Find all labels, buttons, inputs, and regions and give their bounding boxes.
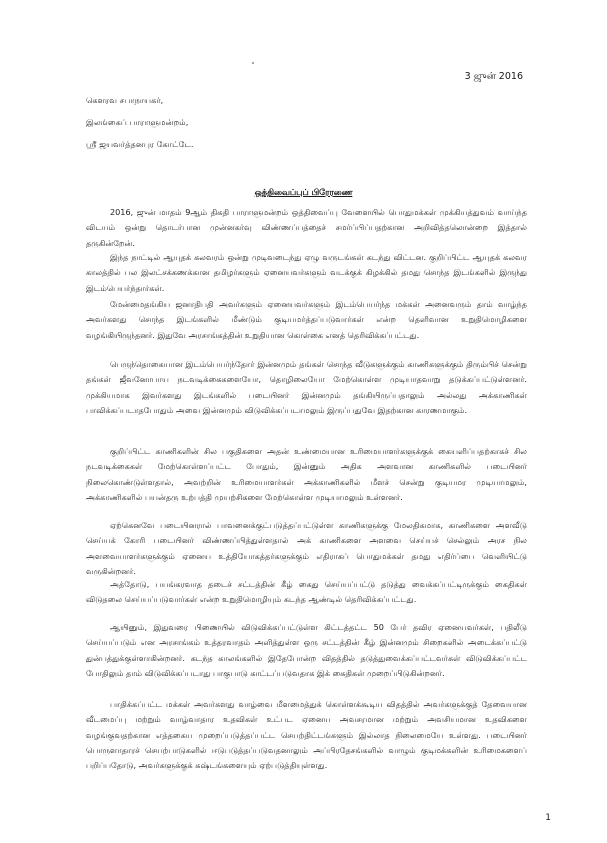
page-number: 1 (545, 813, 551, 823)
letter-date: 3 ஜுன் 2016 (464, 71, 523, 82)
paragraph-2: இந்த நாட்டில் ஆயுதக் கலவரம் ஒன்று முடிவடைந்து ஏழு வருடங்கள் கடந்து விட்டன. குறிப்பிட்ட ஆயுதக் கலவர காலத்தில் பல இலட்சக்கணக்கான தமிழர்களும் ஏனையவர்களும் வடக்குக் கிழக்கில் தமது சொந்த இடங்களில் இருந்து இடம்பெயர்ந்தார்கள். (86, 252, 527, 293)
paragraph-7: அத்தோடு, பயங்கரவாத தடைச் சட்டத்தின் கீழ் கைது செய்யப்பட்டு தடுத்து வைக்கப்பட்டிருக்கும் கைதிகள் விடுதலை செய்யப்படுவார்கள் என்ற உறுதிமொழியும் கடந்த ஆண்டில் தெரிவிக்கப்பட்டது. (86, 579, 527, 605)
addressee-line-1: கௌரவ சபாநாயகர், (86, 95, 164, 105)
paragraph-5: குறிப்பிட்ட காணிகளின் சில பகுதிகளை அதன் உண்மையான உரிமையாளர்களுக்குக் கையளிப்பதற்காகச் சில நடவடிக்கைகள் மேற்கொள்ளப்பட்ட போதும், இன்னும் அதிக அளவான காணிகளில் படையினர் நிலைகொண்டுள்ளதால், அவற்றின் உரிமையாளர்கள் அக்காணிகளில் மீளச் சென்று குடியமர முடியாமலும், அக்காணிகளில் பயன்தரு உற்பத்தி முயற்சிகளை மேற்கொள்ள முடியாமலும் உள்ளனர். (86, 446, 527, 502)
addressee-line-2: இலங்கைப் பாராளுமன்றம், (86, 117, 189, 127)
paragraph-9: பாதிக்கப்பட்ட மக்கள் அவர்களது வாழ்வை மீளமைத்துக் கொள்ளக்கூடிய விதத்தில் அவர்களுக்குத் தேவையான வீடமைப்பு மற்றும் வாழ்வாதார உதவிகள் உட்பட ஏனைய அவசரமான மற்றும் அவசியமான உதவிகளை வழங்குவதற்கான எத்தகைய முறைப்படுத்தப்பட்ட செயற்திட்டங்களும் இல்லாத நிலைமையே உள்ளது. படையினர் பொருளாதாரச் செயற்பாடுகளில் ஈடுபடுத்தப்படுவதனாலும் அப்பிரதேசங்களில் வாழும் குடிமக்களின் உரிமைகளைப் பறிப்பதோடு, அவர்களுக்குக் கஷ்டங்களையும் ஏற்படுத்தியுள்ளது. (86, 699, 527, 771)
addressee-line-3: ஸ்ரீ ஜயவர்த்தனபுர கோட்டே. (86, 139, 194, 149)
paragraph-8: ஆயினும், இதுவரை பிணையில் விடுவிக்கப்பட்டுள்ள கிட்டத்தட்ட 50 பேர் தவிர ஏனையவர்கள், பதிலீடு செய்யப்படும் என அரசாங்கம் உத்தரவாதம் அளித்துள்ள ஒரு சட்டத்தின் கீழ் இன்னமும் சிறைகளில் அடைக்கப்பட்டு துன்பத்துக்குள்ளாகின்றனர். கடந்த காலங்களில் இதேபோன்ற விதத்தில் தடுத்துவைக்கப்பட்டவர்கள் விடுவிக்கப்பட்ட போதிலும் தாம் விடுவிக்கப்படாது பாகுபாடு காட்டப்படுவதாக இக் கைதிகள் முறைப்பிடுகின்றனர். (86, 622, 527, 678)
paragraph-6: ஏற்கெனவே படையினரால் பாவனைக்குட்படுத்தப்பட்டுள்ள காணிகளுக்கு மேலதிகமாக, காணிகளை அளவீடு செய்யக் கோரி படையினர் விண்ணப்பித்துள்ளதால் அக் காணிகளை அளவை செய்யச் செல்லும் அரச நில அளவையாளர்களுக்கும் ஏனைய உத்தியோகத்தர்களுக்கும் எதிராகப் பொதுமக்கள் தமது எதிர்ப்பை வெளியிட்டு வருகின்றனர். (86, 520, 527, 576)
scan-speck (252, 62, 254, 64)
paragraph-4: பெருந்தொகையான இடம்பெயர்ந்தோர் இன்னமும் தங்கள் சொந்த வீடுகளுக்கும் காணிகளுக்கும் திரும்பிச் சென்று தங்கள் ஜீவனோபாய நடவடிக்கைகளையோ, தொழிலையோ மேற்கொள்ள முடியாதவாறு தடுக்கப்பட்டுள்ளனர். முக்கியமாக இவர்களது இடங்களில் படையினர் இன்னமும் தங்கியிருப்பதாலும் அல்லது அக்காணிகள் பாவிக்கப்படாதபோதும் அவை இன்னமும் விடுவிக்கப்படாமலும் இருப்பதுவே இதற்கான காரணமாகும். (86, 359, 527, 415)
paragraph-1: 2016, ஜுன் மாதம் 9ஆம் திகதி பாராளுமன்றம் ஒத்திவைப்பு வேளையில் பொதுமக்கள் முக்கியத்துவம் வாய்ந்த விடயம் ஒன்று தொடர்பான முன்னகர்வு விண்ணப்பத்தைச் சமர்ப்பிப்பதற்கான அறிவித்தலொன்றை இத்தால் தருகின்றேன். (86, 207, 527, 248)
document-title: ஒத்திவைப்புப் பிரேரணை (254, 187, 353, 197)
paragraph-3: மேன்மைதங்கிய ஜனாதிபதி அவர்களும் ஏனையவர்களும் இடம்பெயர்ந்த மக்கள் அனைவரும் தாம் வாழ்ந்த அவர்களது சொந்த இடங்களில் மீண்டும் குடியமர்த்தப்படுவார்கள் என்ற தெளிவான உறுதிமொழிகளை வழங்கியிருந்தனர். இதுவே அரசாங்கத்தின் உறுதியான கொள்கை எனத் தெரிவிக்கப்பட்டது. (86, 299, 527, 340)
